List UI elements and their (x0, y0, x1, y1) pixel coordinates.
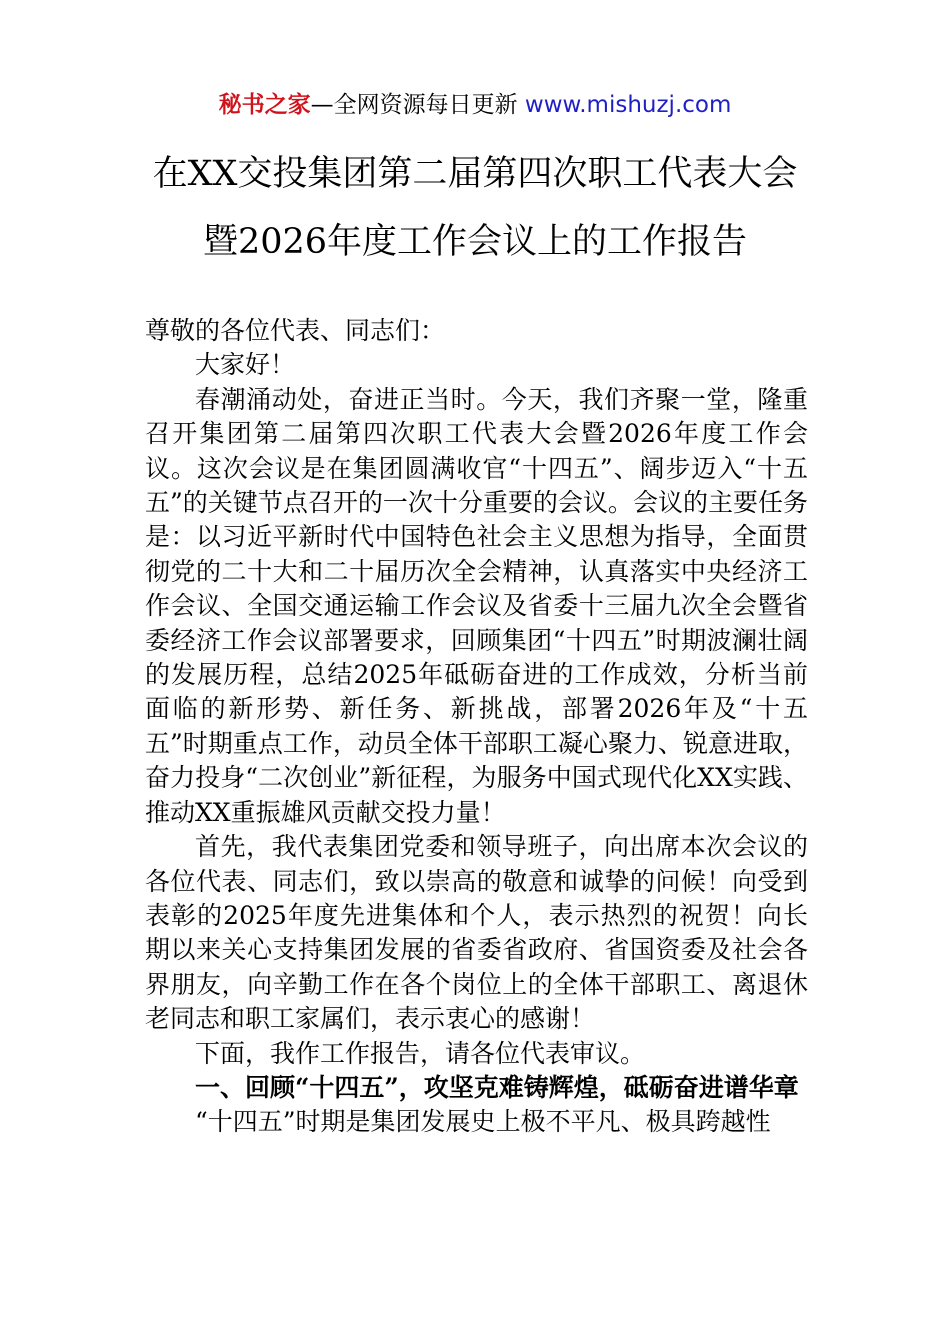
salutation: 尊敬的各位代表、同志们： (145, 316, 446, 345)
paragraph-review: “十四五”时期是集团发展史上极不平凡、极具跨越性 (195, 1107, 771, 1137)
document-body (145, 314, 808, 1140)
paragraph-report-intro: 下面，我作工作报告，请各位代表审议。 (195, 1038, 646, 1068)
section-heading-1: 一、回顾“十四五”，攻坚克难铸辉煌，砥砺奋进谱华章 (195, 1072, 799, 1102)
site-brand: 秘书之家 (218, 92, 311, 118)
site-header (0, 90, 950, 120)
document-title-line-1: 在XX交投集团第二届第四次职工代表大会 (152, 154, 798, 194)
paragraph-thanks: 首先，我代表集团党委和领导班子，向出席本次会议的各位代表、同志们，致以崇高的敬意和诚挚的问候！向受到表彰的2025年度先进集体和个人，表示热烈的祝贺！向长期以来关心支持集团发展的省委省政府、省国资委及社会各界朋友，向辛勤工作在各个岗位上的全体干部职工、离退休老同志和职工家属们，表示衷心的感谢！ (145, 832, 808, 1034)
document-title-line-2: 暨2026年度工作会议上的工作报告 (202, 222, 748, 262)
paragraph-opening: 春潮涌动处，奋进正当时。今天，我们齐聚一堂，隆重召开集团第二届第四次职工代表大会暨2026年度工作会议。这次会议是在集团圆满收官“十四五”、阔步迈入“十五五”的关键节点召开的一次十分重要的会议。会议的主要任务是：以习近平新时代中国特色社会主义思想为指导，全面贯彻党的二十大和二十届历次全会精神，认真落实中央经济工作会议、全国交通运输工作会议及省委十三届九次全会暨省委经济工作会议部署要求，回顾集团“十四五”时期波澜壮阔的发展历程，总结2025年砥砺奋进的工作成效，分析当前面临的新形势、新任务、新挑战，部署2026年及“十五五”时期重点工作，动员全体干部职工凝心聚力、锐意进取，奋力投身“二次创业”新征程，为服务中国式现代化XX实践、推动XX重振雄风贡献交投力量！ (145, 384, 808, 827)
site-url-link[interactable]: www.mishuzj.com (524, 92, 732, 118)
site-slogan: —全网资源每日更新 (310, 92, 525, 118)
greeting: 大家好！ (195, 350, 296, 380)
